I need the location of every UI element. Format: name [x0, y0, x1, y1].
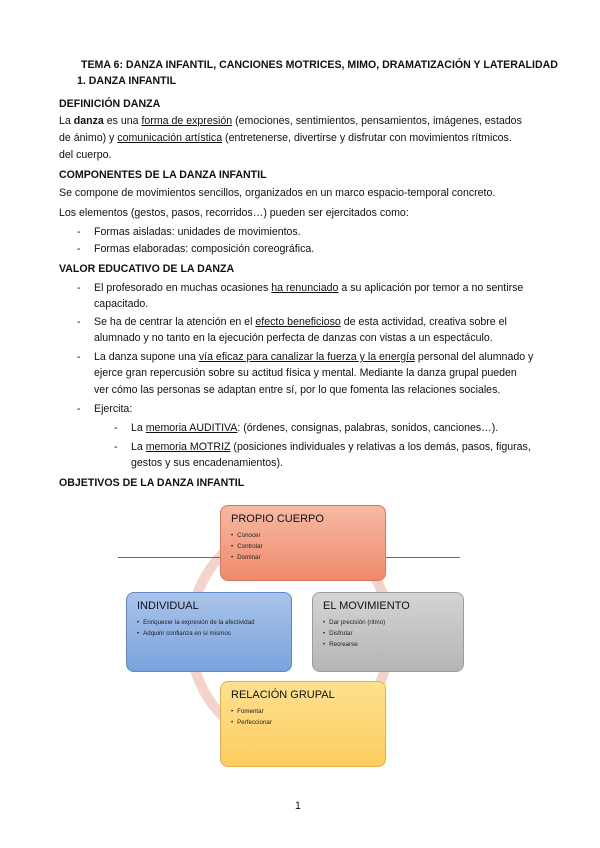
- valor-item-4: Ejercita:: [94, 403, 133, 415]
- bullet-dash: -: [77, 351, 81, 363]
- valor-item-1-line-2: capacitado.: [94, 298, 149, 310]
- componentes-line-2: Los elementos (gestos, pasos, recorridos…) pueden ser ejercitados como:: [59, 207, 409, 219]
- box-item: • Fomentar: [231, 706, 375, 717]
- box-title: RELACIÓN GRUPAL: [231, 689, 335, 701]
- divider-line-left: [118, 557, 220, 558]
- bullet-dash: -: [77, 316, 81, 328]
- box-item: • Adquirir confianza en sí mismos: [137, 628, 281, 639]
- box-relacion-grupal: [220, 681, 386, 767]
- heading-definicion: DEFINICIÓN DANZA: [59, 98, 161, 110]
- box-item: • Controlar: [231, 541, 375, 552]
- valor-item-3-line-3: ver cómo las personas se adaptan entre sí, por lo que fomenta las relaciones sociales.: [94, 384, 501, 396]
- box-item: • Conocer: [231, 530, 375, 541]
- section-heading-danza-infantil: 1. DANZA INFANTIL: [77, 75, 177, 87]
- page-title: TEMA 6: DANZA INFANTIL, CANCIONES MOTRICES, MIMO, DRAMATIZACIÓN Y LATERALIDAD: [81, 59, 558, 71]
- valor-item-2-line-1: Se ha de centrar la atención en el efecto beneficioso de esta actividad, creativa sobre el: [94, 316, 507, 328]
- box-item: • Dar precisión (ritmo): [323, 617, 453, 628]
- valor-item-1-line-1: El profesorado en muchas ocasiones ha renunciado a su aplicación por temor a no sentirse: [94, 282, 524, 294]
- box-title: PROPIO CUERPO: [231, 513, 324, 525]
- sub-bullet-dash: -: [114, 441, 118, 453]
- valor-item-2-line-2: alumnado y no tanto en la ejecución perfecta de danzas con vistas a un espectáculo.: [94, 332, 493, 344]
- box-title: INDIVIDUAL: [137, 600, 199, 612]
- box-el-movimiento: [312, 592, 464, 672]
- divider-line-right: [386, 557, 460, 558]
- valor-item-3-line-2: ejerce gran repercusión sobre su actitud física y mental. Mediante la danza grupal pueden: [94, 367, 517, 379]
- box-title: EL MOVIMIENTO: [323, 600, 410, 612]
- box-item: • Recrearse: [323, 639, 453, 650]
- box-item: • Enriquecer la expresión de la afectividad: [137, 617, 281, 628]
- page-number: 1: [295, 800, 301, 812]
- heading-componentes: COMPONENTES DE LA DANZA INFANTIL: [59, 169, 267, 181]
- heading-valor-educativo: VALOR EDUCATIVO DE LA DANZA: [59, 263, 235, 275]
- box-propio-cuerpo: [220, 505, 386, 581]
- memoria-motriz-line-2: gestos y sus encadenamientos).: [131, 457, 283, 469]
- bullet-dash: -: [77, 282, 81, 294]
- memoria-auditiva-line: La memoria AUDITIVA: (órdenes, consignas, palabras, sonidos, canciones…).: [131, 422, 499, 434]
- box-item: • Perfeccionar: [231, 717, 375, 728]
- componentes-line-1: Se compone de movimientos sencillos, organizados en un marco espacio-temporal concreto.: [59, 187, 496, 199]
- list-item: Formas aisladas: unidades de movimientos.: [94, 226, 301, 238]
- heading-objetivos: OBJETIVOS DE LA DANZA INFANTIL: [59, 477, 245, 489]
- bullet-dash: -: [77, 403, 81, 415]
- bullet-dash: -: [77, 243, 81, 255]
- bullet-dash: -: [77, 226, 81, 238]
- definition-line-3: del cuerpo.: [59, 149, 112, 161]
- memoria-motriz-line-1: La memoria MOTRIZ (posiciones individuales y relativas a los demás, pasos, figuras,: [131, 441, 531, 453]
- box-individual: [126, 592, 292, 672]
- valor-item-3-line-1: La danza supone una vía eficaz para canalizar la fuerza y la energía personal del alumnado y: [94, 351, 534, 363]
- list-item: Formas elaboradas: composición coreográfica.: [94, 243, 315, 255]
- sub-bullet-dash: -: [114, 422, 118, 434]
- definition-line-2: de ánimo) y comunicación artística (entretenerse, divertirse y disfrutar con movimientos rítmicos.: [59, 132, 512, 144]
- definition-line-1: La danza es una forma de expresión (emociones, sentimientos, pensamientos, imágenes, estados: [59, 115, 522, 127]
- box-item: • Disfrutar: [323, 628, 453, 639]
- objectives-cycle-diagram: [118, 495, 478, 795]
- box-item: • Dominar: [231, 552, 375, 563]
